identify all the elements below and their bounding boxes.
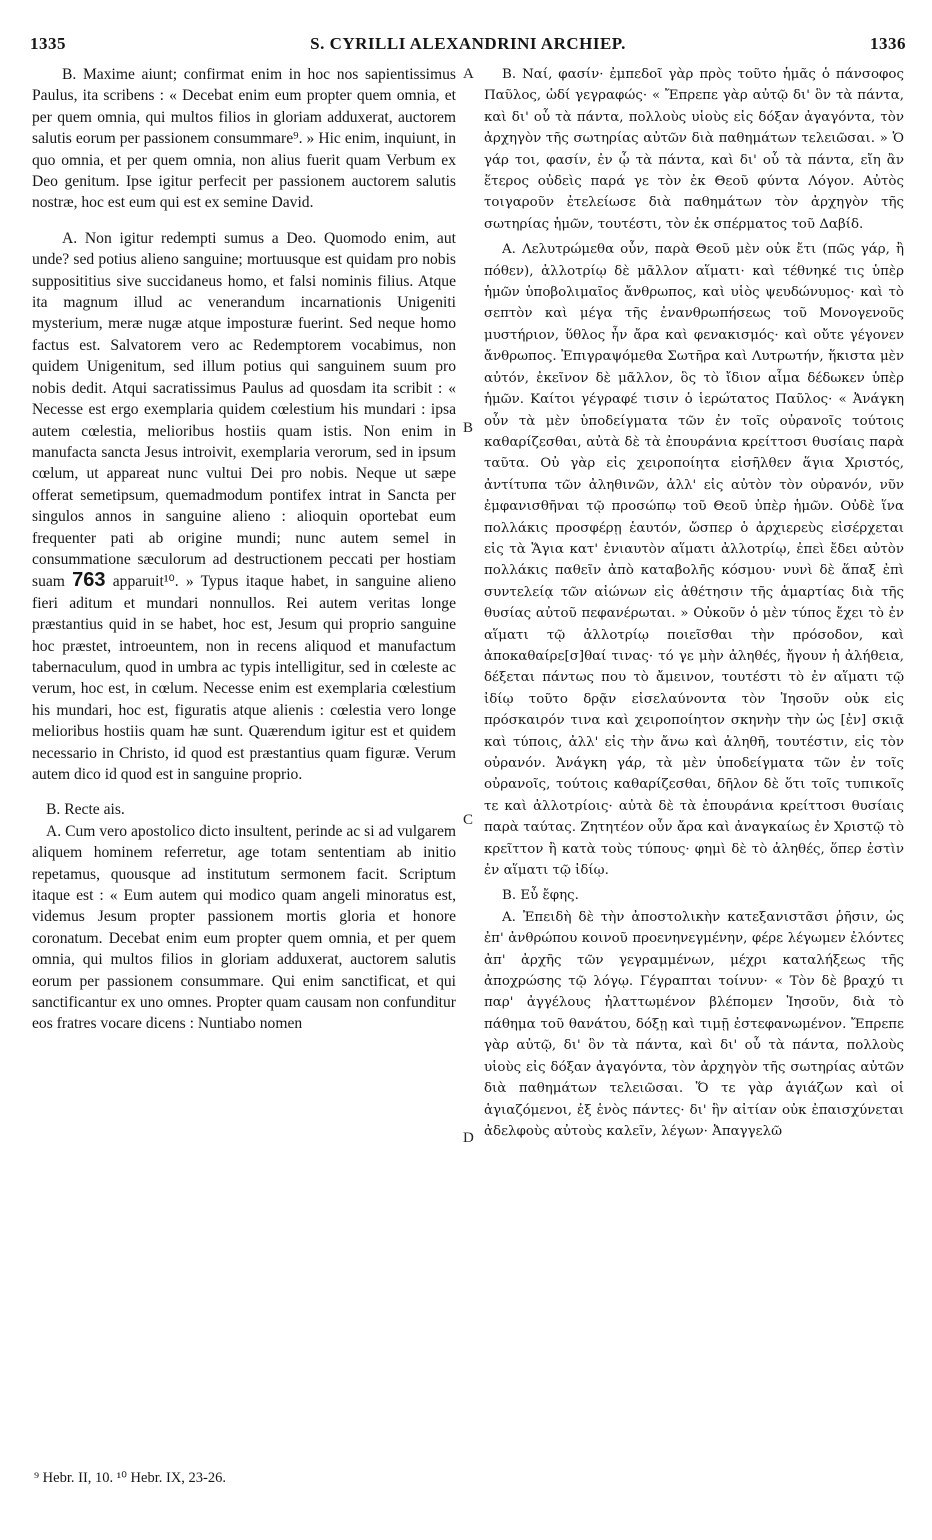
- latin-paragraph-1: B. Maxime aiunt; confirmat enim in hoc nos sapientissimus Paulus, ita scribens : « Decebat enim eum propter quem omnia, et per quem omnia, qui multos filios in gloriam adduxerat, auctorem salutis eorum per passionem consummare⁹. » Hic enim, inquiunt, in quo omnia, et per quem omnia, non alius fuerit quam Verbum ex Deo genitum. Ipse igitur perfecit per passionem auctorem salutis nostræ, hoc est eum qui est ex semine David.: [32, 66, 456, 212]
- greek-column: [484, 64, 904, 1142]
- page-number-left: 1335: [30, 34, 66, 53]
- latin-paragraph-4: A. Cum vero apostolico dicto insultent, perinde ac si ad vulgarem aliquem hominem referretur, age totam sententiam ab initio repetamus, quousque ad institutum sermonem facit. Scriptum itaque est : « Eum autem qui modico quam angeli minoratus est, videmus Jesum propter passionem mortis gloria et honore coronatum. Decebat enim eum propter quem omnia, et per quem omnia, qui multos filios in gloriam adduxerat, auctorem salutis eorum per passionem consummare. Qui enim sanctificat, et qui sanctificantur ex uno omnes. Propter quam causam non confunditur eos fratres vocare dicens : Nuntiabo nomen: [32, 822, 456, 1033]
- margin-letter-b: B: [463, 420, 474, 436]
- margin-letter-d: D: [463, 1130, 474, 1146]
- margin-letter-a: A: [463, 66, 474, 82]
- page-number-right: 1336: [870, 34, 906, 53]
- latin-paragraph-2: [32, 228, 456, 786]
- running-title: S. CYRILLI ALEXANDRINI ARCHIEP.: [310, 34, 626, 53]
- greek-paragraph-4: A. Ἐπειδὴ δὲ τὴν ἀποστολικὴν κατεξανιστᾶσι ῥῆσιν, ὡς ἐπ' ἀνθρώπου κοινοῦ προενηνεγμένην, φέρε λέγωμεν ἐλόντες ἀπ' ἀρχῆς τῶν γεγραμμένων, μέχρι καταλήξεως τῆς ἀποχρώσης τῷ λόγῳ. Γέγραπται τοίνυν· « Τὸν δὲ βραχύ τι παρ' ἀγγέλους ἠλαττωμένον βλέπομεν Ἰησοῦν, διὰ τὸ πάθημα τοῦ θανάτου, δόξῃ καὶ τιμῇ ἐστεφανωμένον. Ἔπρεπε γὰρ αὐτῷ, δι' ὃν τὰ πάντα, καὶ δι' οὗ τὰ πάντα, πολλοὺς υἱοὺς εἰς δόξαν ἀγαγόντα, τὸν ἀρχηγὸν τῆς σωτηρίας αὐτῶν διὰ παθημάτων τελειῶσαι. Ὅ τε γὰρ ἁγιάζων καὶ οἱ ἁγιαζόμενοι, ἐξ ἑνὸς πάντες· δι' ἣν αἰτίαν οὐκ ἐπαισχύνεται ἀδελφοὺς αὐτοὺς καλεῖν, λέγων· Ἀπαγγελῶ: [484, 909, 904, 1139]
- page-header: [30, 34, 906, 60]
- margin-letter-c: C: [463, 812, 474, 828]
- greek-paragraph-1: B. Ναί, φασίν· ἐμπεδοῖ γὰρ πρὸς τοῦτο ἡμᾶς ὁ πάνσοφος Παῦλος, ὡδί γεγραφώς· « Ἔπρεπε γὰρ αὐτῷ δι' ὃν τὰ πάντα, καὶ δι' οὗ τὰ πάντα, πολλοὺς υἱοὺς εἰς δόξαν ἀγαγόντα, τὸν ἀρχηγὸν τῆς σωτηρίας αὐτῶν διὰ παθημάτων τελειῶσαι. » Ὁ γάρ τοι, φασίν, ἐν ᾧ τὰ πάντα, καὶ δι' οὗ τὰ πάντα, εἴη ἂν ἕτερος οὐδεὶς παρά γε τὸν ἐκ Θεοῦ φύντα Λόγον. Αὐτὸς τοιγαροῦν ἐτελείωσε διὰ παθημάτων τὸν ἀρχηγὸν τῆς σωτηρίας ἡμῶν, τουτέστι, τὸν ἐκ σπέρματος τοῦ Δαβίδ.: [484, 67, 904, 232]
- latin-paragraph-3: B. Recte ais.: [46, 801, 125, 819]
- latin-column: [32, 64, 456, 1035]
- latin-paragraph-2-part-1: A. Non igitur redempti sumus a Deo. Quomodo enim, aut unde? sed potius alieno sanguine; mortuusque est quidam pro nobis supposititius sive succidaneus homo, et falsi nominis filius. Atque ita magnum illud ac venerandum incarnationis Unigeniti mysterium, meræ nugæ atque imposturæ fuerint. Sed neque homo factus est. Salvatorem vero ac Redemptorem vocabimus, non quidem Unigenitum, sed illum potius qui sanguinem suum pro nobis dedit. Atqui sacratissimus Paulus ad quosdam ita scribit : « Necesse est ergo exemplaria quidem cœlestium his mundari : ipsa autem cœlestia, melioribus hostiis quam istis. Non enim in manufacta sancta Jesus introivit, exemplaria verorum, sed in ipsum cœlum, ut appareat nunc vultui Dei pro nobis. Neque ut sæpe offerat semetipsum, quemadmodum pontifex intrat in Sancta per singulos annos in sanguine alieno : alioquin oportebat eum frequenter pati ab origine mundi; nunc autem semel in consummatione sæculorum ad destructionem peccati per hostiam suam: [32, 229, 456, 591]
- greek-paragraph-2: A. Λελυτρώμεθα οὖν, παρὰ Θεοῦ μὲν οὐκ ἔτι (πῶς γάρ, ἢ πόθεν), ἀλλοτρίῳ δὲ μᾶλλον αἵματι· καὶ τέθνηκέ τις ὑπὲρ ἡμῶν ὑποβολιμαῖος ἄνθρωπος, καὶ υἱὸς ψευδώνυμος· καὶ τὸ σεπτὸν καὶ μέγα τῆς ἐνανθρωπήσεως τοῦ Μονογενοῦς μυστήριον, ὕθλος ἦν ἄρα καὶ φενακισμός· καὶ οὔτε γέγονεν ἄνθρωπος. Ἐπιγραψόμεθα Σωτῆρα καὶ Λυτρωτήν, ἥκιστα μὲν αὐτόν, ἐκεῖνον δὲ μᾶλλον, ὃς τὸ ἴδιον αἷμα δέδωκεν ὑπὲρ ἡμῶν. Καίτοι γέγραφέ τισιν ὁ ἱερώτατος Παῦλος· « Ἀνάγκη οὖν τὰ μὲν ὑποδείγματα τῶν ἐν τοῖς οὐρανοῖς τούτοις καθαρίζεσθαι, αὐτὰ δὲ τὰ ἐπουράνια κρείττοσι θυσίαις παρὰ ταῦτα. Οὐ γὰρ εἰς χειροποίητα εἰσῆλθεν ἅγια Χριστός, ἀντίτυπα τῶν ἀληθινῶν, ἀλλ' εἰς αὐτὸν τὸν οὐρανόν, νῦν ἐμφανισθῆναι τῷ προσώπῳ τοῦ Θεοῦ ὑπὲρ ἡμῶν. Οὐδὲ ἵνα πολλάκις προσφέρῃ ἑαυτόν, ὥσπερ ὁ ἀρχιερεὺς εἰσέρχεται εἰς τὰ Ἅγια κατ' ἐνιαυτὸν αἵματι ἀλλοτρίῳ, ἐπεὶ ἔδει αὐτὸν πολλάκις παθεῖν ἀπὸ καταβολῆς κόσμου· νυνὶ δὲ ἅπαξ ἐπὶ συντελείᾳ τῶν αἰώνων εἰς ἀθέτησιν τῆς ἁμαρτίας διὰ τῆς θυσίας αὐτοῦ πεφανέρωται. » Οὐκοῦν ὁ μὲν τύπος ἔχει τὸ ἐν αἵματι τῷ ἀλλοτρίῳ ποιεῖσθαι τὴν πρόσοδον, καὶ ἀποκαθαίρε[σ]θαί τινας· τό γε μὴν ἀληθές, ἤγουν ἡ ἀλήθεια, δέξεται πάντως που τὸ ἄμεινον, τουτέστι τὸ ἐν αἵματι τῷ ἰδίῳ τοῦτο δρᾷν εἰσελαύνοντα τὸν Ἰησοῦν οὐκ εἰς πρόσκαιρόν τινα καὶ χειροποίητον σκηνὴν τὴν ὡς [ἐν] σκιᾷ καὶ τύποις, ἀλλ' εἰς τὴν ἄνω καὶ ἀληθῆ, τουτέστιν, εἰς τὸν οὐρανόν. Ἀνάγκη γάρ, τὰ μὲν ὑποδείγματα τῶν ἐν τοῖς οὐρανοῖς, τούτοις καθαρίζεσθαι, δῆλον δὲ ὅτι τοῖς τυπικοῖς τε καὶ ἀλλοτρίοις· αὐτὰ δὲ τὰ ἐπουράνια κρείττοσι θυσίαις παρὰ ταύτας. Ζητητέον οὖν ἄρα καὶ ἀναγκαίως ἐν Χριστῷ τὸ κρεῖττον ἢ κατὰ τοὺς τύπους· φημὶ δὲ τὸ ἀληθές, ὅπερ ἐστὶν ἐν αἵματι τῷ ἰδίῳ.: [484, 242, 904, 879]
- column-number: 763: [72, 569, 106, 592]
- footnotes: ⁹ Hebr. II, 10. ¹⁰ Hebr. IX, 23-26.: [34, 1470, 226, 1486]
- latin-paragraph-2-part-2: apparuit¹⁰. » Typus itaque habet, in sanguine alieno fieri aditum et mundari nonnullos. Rei autem veritas longe præstantius quid in se habet, hoc est, Jesum qui proprio sanguine hoc præstet, introeuntem, non in recens aliquod et manufactum tabernaculum, quod in umbra ac typis intelligitur, sed in cœleste ac verum, hoc est, in cœlum. Necesse enim est exemplaria cœlestium his mundari, hoc est, figuratis atque alienis : cœlestia vero longe melioribus hostiis quam hæ sunt. Quærendum igitur est et quidem necessario in Christo, id quod est præstantius quam figuræ. Verum autem dico id quod est in sanguine proprio.: [32, 573, 456, 783]
- greek-paragraph-3: B. Εὖ ἔφης.: [502, 888, 579, 904]
